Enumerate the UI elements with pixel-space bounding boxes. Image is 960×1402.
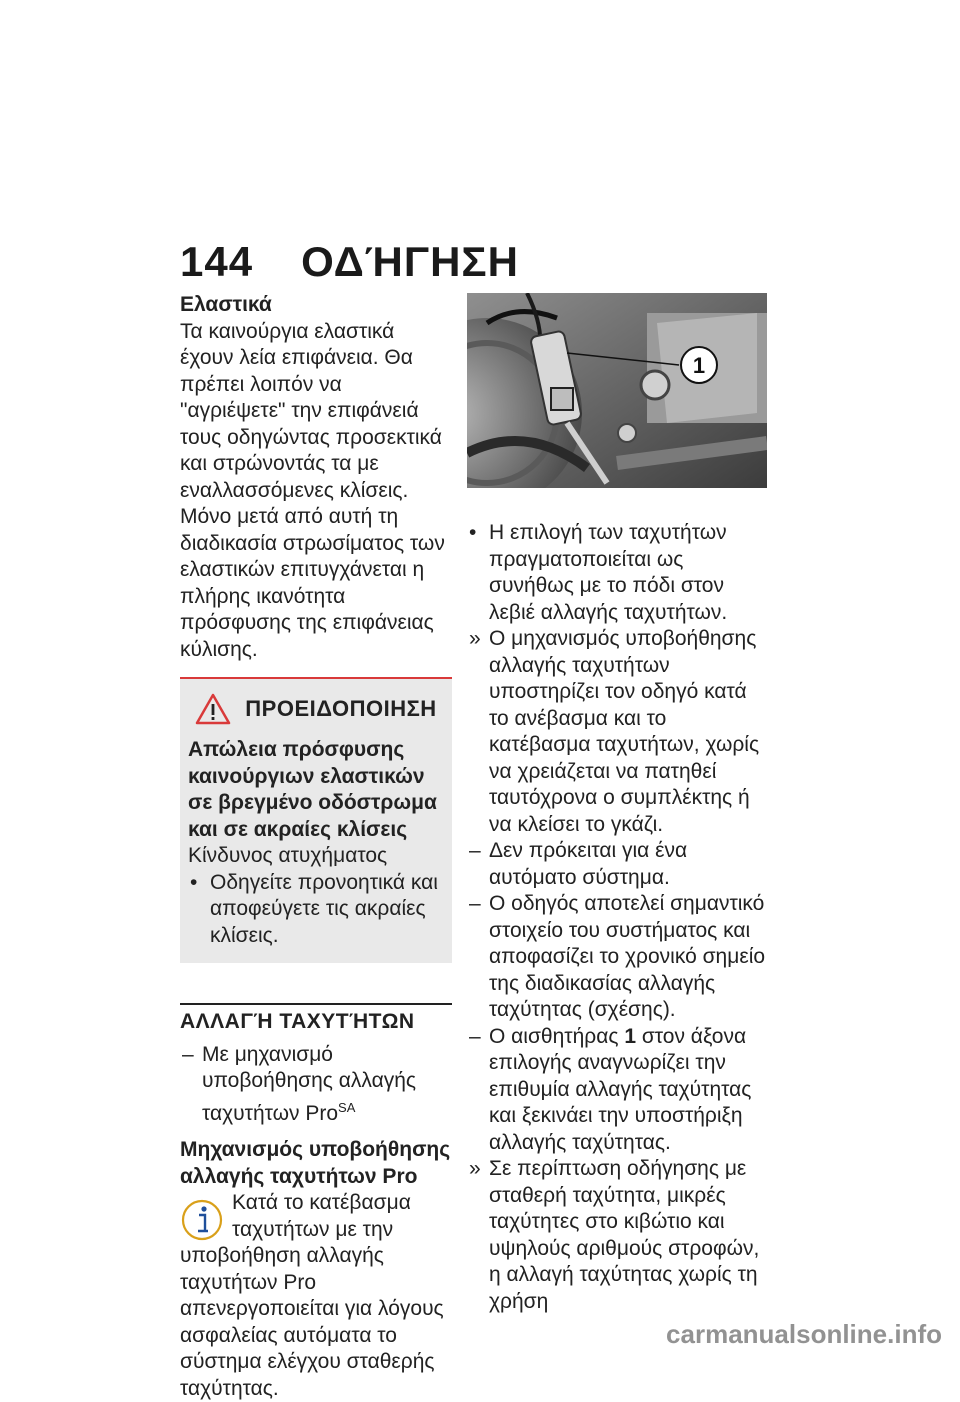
warning-bullet-text: Οδηγείτε προνοητικά και αποφεύγετε τις ακραίες κλίσεις.: [210, 870, 438, 947]
sensor-ref: 1: [624, 1024, 636, 1048]
engine-photo-illustration: [467, 293, 767, 488]
sensor-text-after: στον άξονα επιλογής αναγνωρίζει την επιθυμία αλλαγής ταχύτητας και ξεκινάει την υποστήριξη αλλαγής ταχύτητας.: [489, 1024, 752, 1154]
list-marker: »: [469, 627, 481, 650]
warning-risk: Κίνδυνος ατυχήματος: [188, 844, 388, 867]
tires-body: Τα καινούργια ελαστικά έχουν λεία επιφάνεια. Θα πρέπει λοιπόν να "αγριέψετε" την επιφάνειά τους οδηγώντας προσεκτικά και στρώνοντάς τα με εναλλασσόμενες κλίσεις. Μόνο μετά από αυτή τη διαδικασία στρωσίματος των ελαστικών επιτυγχάνεται η πλήρης ικανότητα πρόσφυσης της επιφάνειας κύλισης.: [180, 319, 445, 661]
list-item: [467, 626, 767, 838]
photo-callout: 1: [692, 353, 706, 378]
warning-box: [180, 677, 452, 963]
gearshift-section-title: ΑΛΛΑΓΉ ΤΑΧΥΤΉΤΩΝ: [180, 1003, 452, 1036]
list-marker: •: [469, 521, 477, 544]
option-text: Με μηχανισμό υποβοήθησης αλλαγής ταχυτήτων Pro: [202, 1042, 417, 1125]
list-item-text: Δεν πρόκειται για ένα αυτόματο σύστημα.: [489, 839, 688, 889]
list-item: [467, 1156, 767, 1315]
list-item-text: Η επιλογή των ταχυτήτων πραγματοποιείται ως συνήθως με το πόδι στον λεβιέ αλλαγής ταχυτήτων.: [489, 521, 728, 624]
info-icon: [180, 1196, 224, 1242]
dash-marker: –: [182, 1042, 194, 1066]
info-note: [180, 1190, 452, 1402]
section-title: ΟΔΉΓΗΣΗ: [301, 238, 519, 285]
list-item-text: Ο μηχανισμός υποβοήθησης αλλαγής ταχυτήτων υποστηρίζει τον οδηγό κατά το ανέβασμα και το κατέβασμα ταχυτήτων, χωρίς να χρειάζεται να πατηθεί ταυτόχρονα ο συμπλέκτης ή να κλείσει το γκάζι.: [489, 627, 760, 836]
right-column: [467, 520, 767, 1315]
list-item-text: Ο οδηγός αποτελεί σημαντικό στοιχείο του συστήματος και αποφασίζει το χρονικό σημείο της διαδικασίας αλλαγής ταχύτητας (σχέσης).: [489, 892, 766, 1021]
info-text: Κατά το κατέβασμα ταχυτήτων με την υποβοήθηση αλλαγής ταχυτήτων Pro απενεργοποιείται για λόγους ασφαλείας αυτόματα το σύστημα ελέγχου σταθερής ταχύτητας.: [180, 1191, 444, 1400]
option-item: [180, 1042, 452, 1128]
page-number: 144: [180, 238, 254, 285]
left-column: [180, 292, 452, 1402]
sensor-text-before: Ο αισθητήρας: [489, 1024, 625, 1048]
bullet-marker: •: [190, 870, 198, 894]
list-item-text: Σε περίπτωση οδήγησης με σταθερή ταχύτητα, μικρές ταχύτητες στο κιβώτιο και υψηλούς αριθμούς στροφών, η αλλαγή ταχύτητας χωρίς τη χρήση: [489, 1157, 760, 1313]
option-sup: SA: [338, 1099, 356, 1115]
list-item: [467, 520, 767, 626]
list-marker: –: [469, 892, 481, 915]
list-item: [467, 891, 767, 1024]
warning-header: [188, 693, 444, 725]
list-marker: »: [469, 1157, 481, 1180]
sensor-photo: [467, 293, 767, 488]
list-marker: –: [469, 1024, 481, 1048]
list-item: [467, 838, 767, 891]
warning-title: ΠΡΟΕΙΔΟΠΟΙΗΣΗ: [245, 695, 437, 721]
list-marker: –: [469, 839, 481, 862]
tires-subtitle: Ελαστικά: [180, 293, 272, 316]
warning-triangle-icon: [195, 693, 231, 725]
list-item-sensor: [467, 1024, 767, 1157]
page-header: [180, 238, 519, 286]
warning-bullet: [188, 870, 444, 950]
assist-subhead: Μηχανισμός υποβοήθησης αλλαγής ταχυτήτων Pro: [180, 1138, 451, 1188]
watermark: carmanualsonline.info: [666, 1319, 942, 1349]
warning-hazard: Απώλεια πρόσφυσης καινούργιων ελαστικών σε βρεγμένο οδόστρωμα και σε ακραίες κλίσεις: [188, 738, 437, 841]
right-list: [467, 520, 767, 1315]
